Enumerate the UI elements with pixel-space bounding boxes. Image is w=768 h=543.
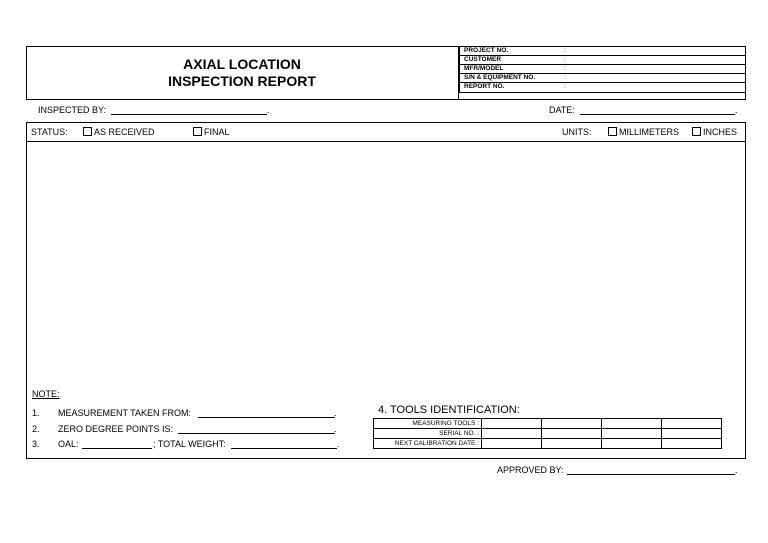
info-label: CUSTOMER <box>464 56 502 63</box>
note-3-mid: ; TOTAL WEIGHT: <box>153 439 226 449</box>
drawing-area[interactable] <box>28 144 744 384</box>
status-label: STATUS: <box>31 127 68 137</box>
zero-degree-field[interactable] <box>178 433 335 434</box>
tools-heading: 4. TOOLS IDENTIFICATION: <box>378 404 520 416</box>
tools-row-label: MEASURING TOOLS : <box>374 419 482 429</box>
note-1-num: 1. <box>32 408 40 418</box>
millimeters-label: MILLIMETERS <box>619 127 680 137</box>
tools-cell[interactable] <box>542 419 602 429</box>
millimeters-checkbox[interactable] <box>608 127 617 136</box>
note-3-end: . <box>337 439 340 449</box>
note-2-end: . <box>334 424 337 434</box>
info-row-mfr-model[interactable] <box>460 65 745 74</box>
note-3-text: OAL: <box>58 439 79 449</box>
units-label: UNITS: <box>562 127 592 137</box>
tools-cell[interactable] <box>542 429 602 439</box>
note-heading: NOTE: <box>32 389 60 399</box>
inches-label: INCHES <box>703 127 738 137</box>
tools-cell[interactable] <box>662 439 722 449</box>
tools-cell[interactable] <box>482 429 542 439</box>
info-label: S/N & EQUIPMENT NO. <box>464 74 536 81</box>
tools-cell[interactable] <box>662 429 722 439</box>
tools-cell[interactable] <box>662 419 722 429</box>
approved-by-field[interactable] <box>567 474 735 475</box>
note-1-text: MEASUREMENT TAKEN FROM: <box>58 408 192 418</box>
report-title-line1: AXIAL LOCATION <box>183 56 301 72</box>
total-weight-field[interactable] <box>231 448 337 449</box>
status-as-received[interactable] <box>83 127 155 138</box>
date-label: DATE: <box>549 105 575 115</box>
final-checkbox[interactable] <box>193 127 202 136</box>
tools-row <box>374 429 722 439</box>
info-row-customer[interactable] <box>460 56 745 65</box>
status-final[interactable] <box>193 127 230 138</box>
info-left-border <box>459 47 460 93</box>
note-3-num: 3. <box>32 439 40 449</box>
info-row-project-no[interactable] <box>460 47 745 56</box>
tools-cell[interactable] <box>482 439 542 449</box>
approved-by-end: . <box>735 465 738 475</box>
report-title-line2: INSPECTION REPORT <box>168 73 316 89</box>
tools-cell[interactable] <box>602 439 662 449</box>
info-colon: : <box>564 83 566 90</box>
inspected-by-field[interactable] <box>111 114 267 115</box>
oal-field[interactable] <box>82 448 152 449</box>
as-received-checkbox[interactable] <box>83 127 92 136</box>
info-label: REPORT NO. <box>464 83 505 90</box>
tools-cell[interactable] <box>542 439 602 449</box>
tools-row <box>374 419 722 429</box>
date-field[interactable] <box>580 114 735 115</box>
tools-row <box>374 439 722 449</box>
tools-cell[interactable] <box>482 419 542 429</box>
inspected-by-end: . <box>267 105 270 115</box>
as-received-label: AS RECEIVED <box>94 127 155 137</box>
info-colon: : <box>564 56 566 63</box>
inspected-by-label: INSPECTED BY: <box>38 105 107 115</box>
inches-checkbox[interactable] <box>692 127 701 136</box>
date-end: . <box>735 105 738 115</box>
tools-table <box>373 418 722 449</box>
tools-cell[interactable] <box>602 429 662 439</box>
info-colon: : <box>564 65 566 72</box>
tools-row-label: NEXT CALIBRATION DATE : <box>374 439 482 449</box>
note-2-num: 2. <box>32 424 40 434</box>
final-label: FINAL <box>204 127 230 137</box>
info-colon: : <box>564 74 566 81</box>
info-row-report-no[interactable] <box>460 83 745 93</box>
units-inches[interactable] <box>692 127 737 138</box>
report-title <box>26 56 458 90</box>
info-label: PROJECT NO. <box>464 47 509 54</box>
tools-cell[interactable] <box>602 419 662 429</box>
tools-row-label: SERIAL NO. : <box>374 429 482 439</box>
note-2-text: ZERO DEGREE POINTS IS: <box>58 424 174 434</box>
info-label: MFR/MODEL <box>464 65 504 72</box>
info-colon: : <box>564 47 566 54</box>
note-1-end: . <box>334 408 337 418</box>
approved-by-label: APPROVED BY: <box>497 465 564 475</box>
status-divider <box>26 141 746 142</box>
units-millimeters[interactable] <box>608 127 679 138</box>
info-row-sn-equipment[interactable] <box>460 74 745 83</box>
measurement-from-field[interactable] <box>198 417 335 418</box>
